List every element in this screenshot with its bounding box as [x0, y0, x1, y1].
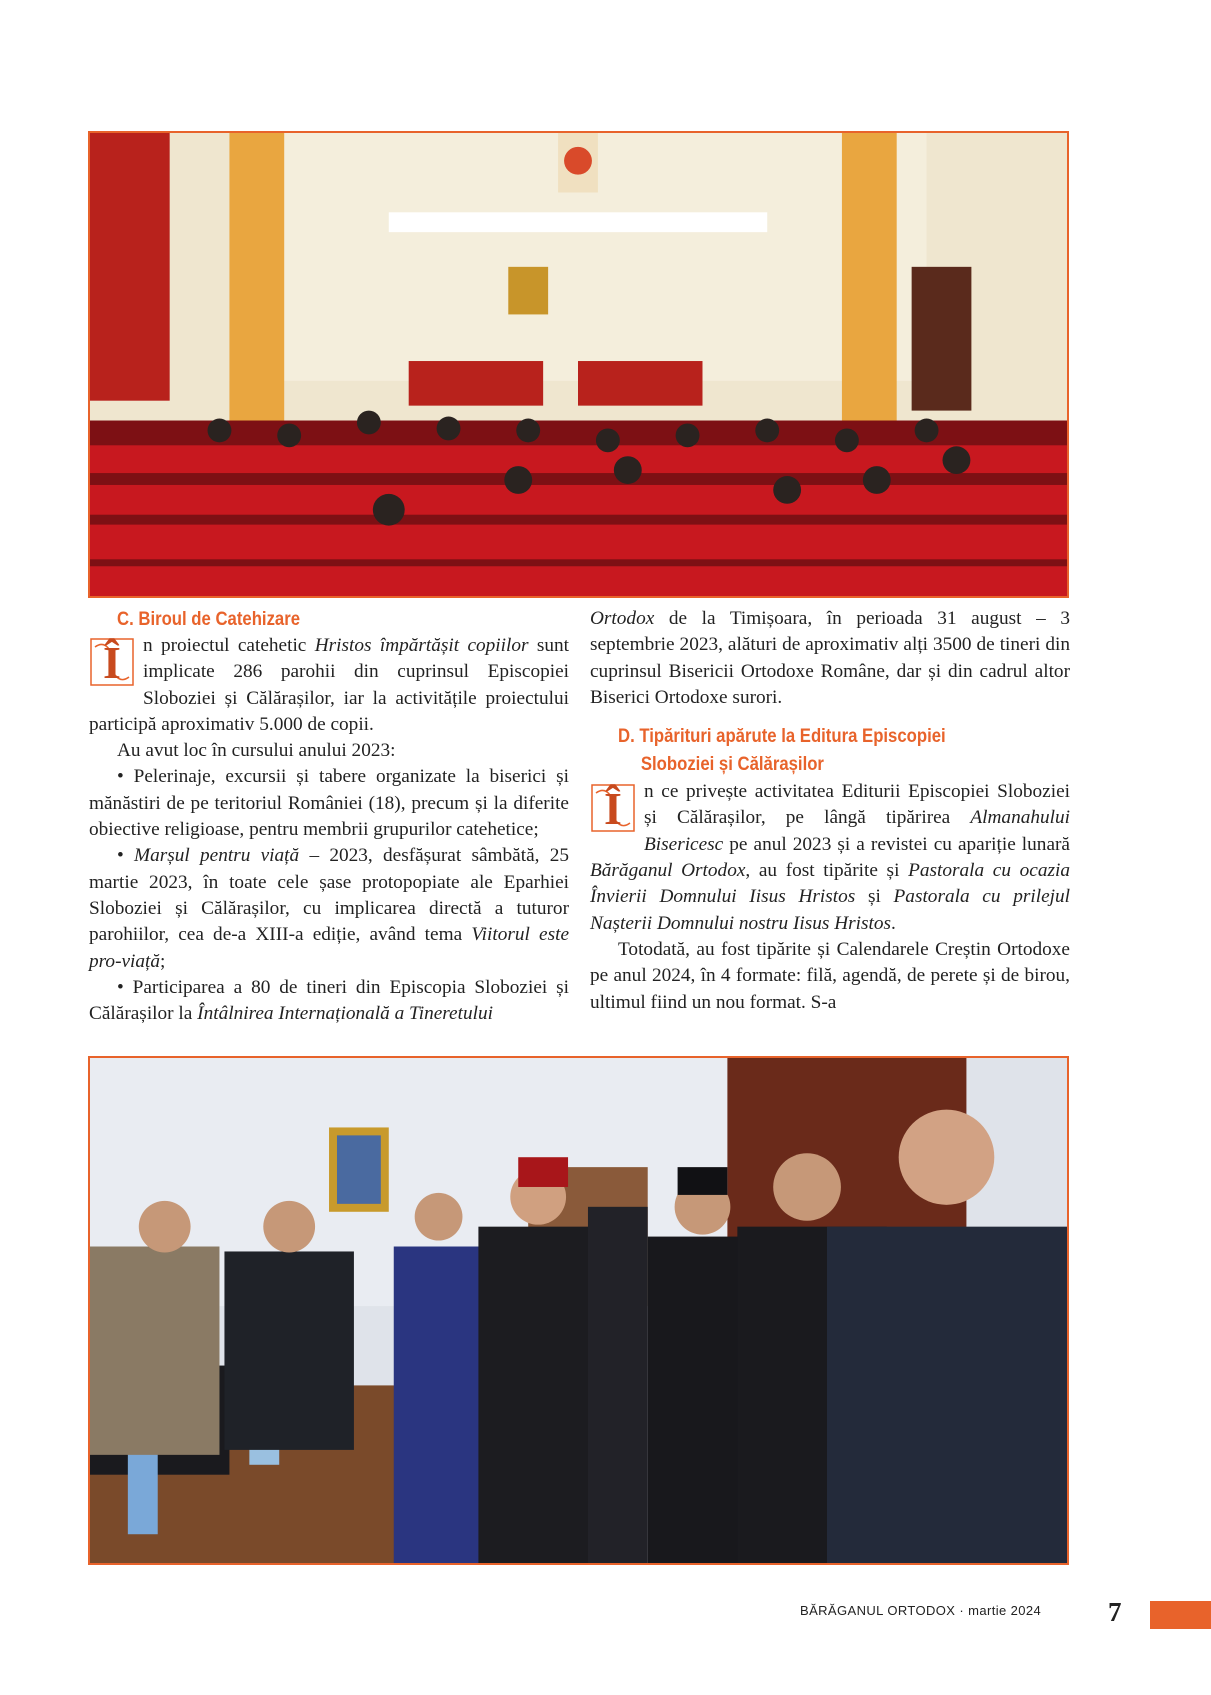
office-meeting-image — [90, 1058, 1067, 1563]
paragraph: Totodată, au fost tipărite și Calendarele Creștin Ortodoxe pe anul 2024, în 4 formate: filă, agendă, de perete și de birou, ultimul fiind un nou format. S-a — [590, 938, 1070, 1013]
list-item: • Marșul pentru viață – 2023, desfășurat sâmbătă, 25 martie 2023, în toate cele șase protopopiate ale Eparhiei Sloboziei și Călărașilor, cu implicarea directă a tuturor parohiilor, cea de-a XIII-a ediție, având tema Viitorul este pro-viață; — [89, 845, 570, 972]
paragraph: Au avut loc în cursului anului 2023: — [117, 740, 396, 762]
publication-date: martie 2024 — [968, 1603, 1042, 1618]
page-footer: BĂRĂGANUL ORTODOX · martie 2024 — [800, 1603, 1042, 1618]
conference-hall-image — [90, 133, 1067, 596]
text-column-left — [89, 606, 569, 1027]
photo-office-meeting — [88, 1056, 1069, 1565]
publication-name: BĂRĂGANUL ORTODOX — [800, 1603, 956, 1618]
drop-cap-ornament: Î — [89, 637, 135, 687]
text-column-right — [590, 606, 1070, 1016]
list-item: • Pelerinaje, excursii și tabere organizate la biserici și mănăstiri de pe teritoriul României (18), precum și la diferite obiective religioase, pentru membrii grupurilor catehetice; — [89, 766, 569, 841]
page-number: 7 — [1108, 1597, 1122, 1627]
paragraph: Ortodox de la Timișoara, în perioada 31 august – 3 septembrie 2023, alături de aproximativ alți 3500 de tineri din cuprinsul Bisericii Ortodoxe Române, dar și din cadrul altor Biserici Ortodoxe surori. — [590, 608, 1070, 708]
photo-conference-hall — [88, 131, 1069, 598]
section-heading-d: D. Tipărituri apărute la Editura Episcopiei Sloboziei și Călărașilor — [618, 726, 946, 776]
section-heading-c: C. Biroul de Catehizare — [117, 609, 301, 630]
paragraph: Î n ce privește activitatea Editurii Episcopiei Sloboziei și Călărașilor, pe lângă tipărirea Almanahului Bisericesc pe anul 2023 și a revistei cu apariție lunară Bărăganul Ortodox, au fost tipărite și Pastorala cu ocazia Învierii Domnului Iisus Hristos și Pastorala cu prilejul Nașterii Domnului nostru Iisus Hristos. — [590, 781, 1070, 934]
list-item: • Participarea a 80 de tineri din Episcopia Sloboziei și Călărașilor la Întâlnirea Internațională a Tineretului — [89, 976, 569, 1025]
drop-cap-ornament: Î — [590, 783, 636, 833]
page-accent-bar — [1150, 1601, 1211, 1629]
paragraph: Î n proiectul catehetic Hristos împărtășit copiilor sunt implicate 286 parohii din cuprinsul Episcopiei Sloboziei și Călărașilor, iar la activitățile proiectului participă aproximativ 5.000 de copii. — [89, 635, 569, 735]
